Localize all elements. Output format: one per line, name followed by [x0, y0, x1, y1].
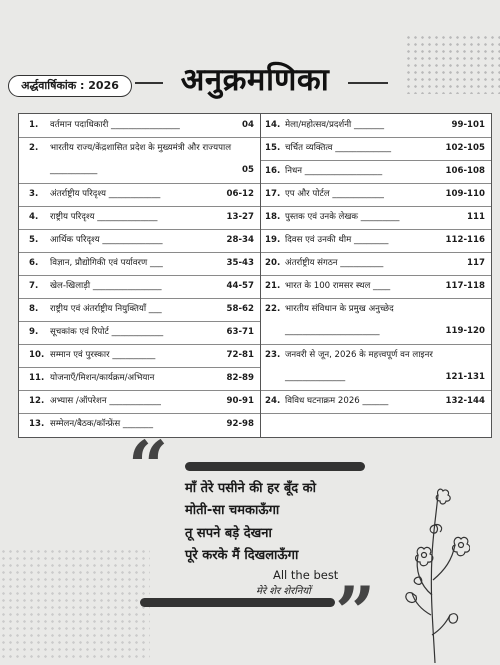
toc-item: 1. वर्तमान पदाधिकारी ________________ 04	[19, 114, 260, 138]
toc-item: 8. राष्ट्रीय एवं अंतर्राष्ट्रीय नियुक्तियाँ ___ 58-62	[19, 298, 260, 322]
quote-bar-bottom	[140, 598, 335, 607]
toc-item: 17. एप और पोर्टल ____________ 109-110	[261, 183, 491, 207]
toc-item: 19. दिवस एवं उनकी थीम ________ 112-116	[261, 229, 491, 253]
toc-item: 3. अंतर्राष्ट्रीय परिदृश्य ____________ 06-12	[19, 183, 260, 207]
toc-item: 2. भारतीय राज्य/केंद्रशासित प्रदेश के मुख्यमंत्री और राज्यपाल ___________ 05	[19, 137, 260, 184]
quote-line: पूरे करके मैं दिखलाऊँगा	[185, 548, 299, 563]
toc-item: 11. योजनाएँ/मिशन/कार्यक्रम/अभियान 82-89	[19, 367, 260, 391]
edition-badge: अर्द्धवार्षिकांक : 2026	[8, 75, 132, 97]
decorative-dots	[405, 34, 500, 94]
quote-line: मोती-सा चमकाऊँगा	[185, 503, 280, 518]
toc-item: 24. विविध घटनाक्रम 2026 ______ 132-144	[261, 390, 491, 414]
title-rule-right	[348, 82, 388, 84]
quote-line: माँ तेरे पसीने की हर बूँद को	[185, 481, 317, 496]
toc-item: 16. निधन __________________ 106-108	[261, 160, 491, 184]
motivational-quote	[0, 425, 500, 661]
toc-item: 4. राष्ट्रीय परिदृश्य ______________ 13-27	[19, 206, 260, 230]
flower-illustration-icon	[400, 485, 470, 665]
page-title: अनुक्रमणिका	[180, 62, 330, 98]
toc-item: 12. अभ्यास /ऑपरेशन ____________ 90-91	[19, 390, 260, 414]
contents-table	[18, 113, 492, 438]
toc-item: 15. चर्चित व्यक्तित्व _____________ 102-105	[261, 137, 491, 161]
toc-item: 13. सम्मेलन/बैठक/कॉन्फ्रेंस _______ 92-98	[29, 419, 254, 429]
toc-item: 23. जनवरी से जून, 2026 के महत्त्वपूर्ण वन लाइनर ______________ 121-131	[261, 344, 491, 391]
toc-item: 21. भारत के 100 रामसर स्थल ____ 117-118	[261, 275, 491, 299]
quote-signature: मेरे शेर शेरनियों	[256, 586, 311, 597]
quote-line: तू सपने बड़े देखना	[185, 526, 272, 541]
toc-item: 18. पुस्तक एवं उनके लेखक _________ 111	[261, 206, 491, 230]
toc-item: 20. अंतर्राष्ट्रीय संगठन __________ 117	[261, 252, 491, 276]
toc-item: 14. मेला/महोत्सव/प्रदर्शनी _______ 99-101	[261, 114, 491, 138]
toc-item: 22. भारतीय संविधान के प्रमुख अनुच्छेद ______________________ 119-120	[261, 298, 491, 345]
toc-item: 6. विज्ञान, प्रौद्योगिकी एवं पर्यावरण ___ 35-43	[19, 252, 260, 276]
quote-close-mark: ”	[335, 571, 376, 654]
toc-item: 10. सम्मान एवं पुरस्कार __________ 72-81	[19, 344, 260, 368]
all-the-best-text: All the best	[273, 568, 339, 582]
quote-bar-top	[185, 462, 365, 471]
title-rule-left	[135, 82, 163, 84]
toc-item: 7. खेल-खिलाड़ी ________________ 44-57	[19, 275, 260, 299]
toc-item: 5. आर्थिक परिदृश्य ______________ 28-34	[19, 229, 260, 253]
toc-item: 9. सूचकांक एवं रिपोर्ट ____________ 63-71	[19, 321, 260, 345]
quote-open-mark: “	[128, 425, 169, 508]
